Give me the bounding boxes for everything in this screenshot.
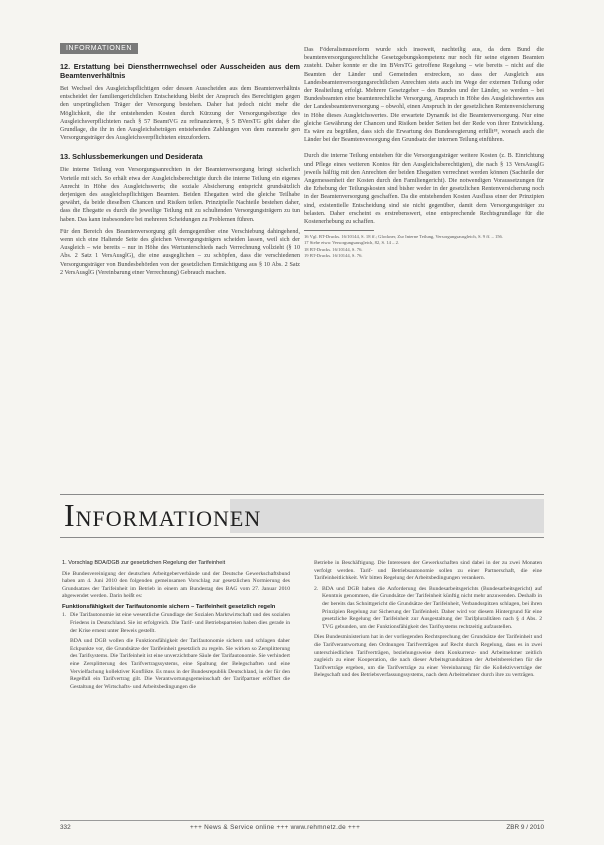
footnote: 17 Siehe etwa: Versorgungsausgleich, 82, S. 14 – 2. bbox=[304, 240, 400, 246]
list-item bbox=[62, 612, 290, 635]
left-column bbox=[60, 62, 300, 281]
info-paragraph: Dies Bundesministerium hat in der vorliegenden Rechtsprechung der Grundsätze der Tarifeinheit und die Tarifverantwortung den Ordnungen Tarifverträgen auf Recht durch Regelung, dass es in zwei unterschiedlichen Tarifverträgen, beziehungsweise dem Konkurrenz- und Arbeitnehmer zeitlich zugleich zu einer Kooperation, die nach dieser Arbeitsgrundsätzen der Arbeitsbereichen für die Tarifverträge ergeben, um die Tarifverträge zu einer Vereinbarung für die Kollektivverträge der Belegschaft und des Betriebsverfassungssystems, nach dem Arbeitnehmer durch ihre zu verträgen. bbox=[314, 634, 542, 679]
paragraph-r2: Durch die interne Teilung entstehen für die Versorgungsträger weitere Kosten (z. B. Einrichtung und Pflege eines weiteren Kontos für den Ausgleichsberechtigten), die nach § 13 VersAusglG jeweils hälftig mit den Anrechten der beiden Ehegatten verrechnet werden können (Sachteile der Angemessenheit der Kosten durch den Familiengericht). Die notwendigen Voraussetzungen für die Erhebung der Teilungskosten sind bisher weder in der gesetzlichen Rentenversicherung noch in der Beamtenversorgung geschaffen. Da die entstehenden Kosten Ausfluss einer der Prinzipien sind, existentielle Entscheidung sind sie nicht gegenüber, damit dem Versorgungsträger zu belasten. Daher erscheint es erstrebenswert, eine entsprechende Rechtsgrundlage für die Kostenerhebung zu schaffen. bbox=[304, 153, 544, 226]
heading-12: 12. Erstattung bei Dienstherrnwechsel oder Ausscheiden aus dem Beamtenverhältnis bbox=[60, 62, 300, 80]
page-footer bbox=[60, 820, 544, 833]
info-right-column bbox=[314, 560, 542, 683]
footnote-rule bbox=[304, 230, 374, 231]
page-number: 332 bbox=[60, 824, 71, 831]
footnote: 19 BT-Drucks. 16/10144, S. 76. bbox=[304, 252, 363, 258]
paragraph-12: Bei Wechsel des Ausgleichspflichtigen oder dessen Ausscheiden aus dem Beamtenverhältnis entscheidet der familiengerichtlichen Entscheidung bleibt der Anspruch des Berechtigten gegen den ursprünglichen Träger der Versorgung bestehen. Daher hat jedoch nicht mehr die Möglichkeit, die ihr entstehenden Kosten durch Kürzung der Versorgungsbezüge des Ausgleichsverpflichteten nach § 57 BeamtVG zu refinanzieren, § 5 BVersTG gibt daher die Grundlage, die ihr in den Ausgleichsbeträgen entstehenden Zahlungen von dem nunmehr gen Versorgungsträger des Ausgleichsverpflichteten einzufordern. bbox=[60, 86, 300, 142]
list-number: 2. bbox=[314, 585, 319, 592]
info-left-column bbox=[62, 560, 290, 694]
banner-shade bbox=[230, 499, 544, 533]
paragraph-13b: Für den Bereich des Beamtenversorgung gilt demgegenüber eine Verschiebung dahingehend, wenn sich eine Haltende Seite des gleichen Versorgungsträgers scheiden lassen, weil sich der Ausgleich – wie bereits – nur in Höhe des Wertunterschieds nach Verrechnung vollzieht (§ 10 Abs. 2 Satz 1 VersAusglG), die eine ausgeglichen – zu schöpfen, dass die verschiedenen Versorgungsträger von Bundesbehörden von der gesetzlichen Ermächtigung aus § 10 Abs. 2 Satz 2 VersAusglG (Vereinbarung einer Verrechnung) Gebrauch machen. bbox=[60, 228, 300, 276]
heading-13: 13. Schlussbemerkungen und Desiderata bbox=[60, 152, 203, 162]
right-column bbox=[304, 46, 544, 259]
footnote: 18 BT-Drucks. 16/10144, S. 76. bbox=[304, 246, 363, 252]
list-text: BDA und DGB wollen die Funktionsfähigkeit der Tarifautonomie sichern und schlagen daher Eckpunkte vor, die Grundsätze der Tarifeinheit gesetzlich zu regeln. Sie wirken so Zersplitterung des Tarifsystems. Die Tarifeinheit ist eine unverzichtbare Säule der Tarifautonomie. Sie verhindert eine Zersplitterung des Tarifvertragssystems, eine Spaltung der Belegschaften und eine Vervielfachung kollektiver Konflikte. Es muss in der Bundesrepublik Deutschland, in der für den Regelfall ein Tarifvertrag gilt. Die Verantwortungsgemeinschaft der Tarifpartner eröffnet die Gestaltung der Wirtschafts- und Arbeitsbedingungen die bbox=[70, 638, 290, 690]
info-paragraph: Betriebe in Beschäftigung. Die Interessen der Gewerkschaften sind dabei in der zu zwei Monaten verfolgt werden. Tarif- und Betriebsautonomie sollen zu einer Partnerschaft, die eine Tarifeinheitlichkeit. Wir bitten Regelung der Arbeitsbedingungen verankern. bbox=[314, 560, 542, 582]
section-title: Informationen bbox=[64, 497, 262, 533]
footnote: 16 Vgl. BT-Drucks. 16/10144, S. 18 ff.; Glockner, Zur Interne Teilung, Versorgungsausgleich, S. 9 ff. – 156. bbox=[304, 234, 504, 240]
paragraph-13a: Die interne Teilung von Versorgungsanrechten in der Beamtenversorgung bringt sicherlich Vorteile mit sich. So erhält etwa der Ausgleichsberechtigte durch die interne Teilung ein eigenes Anrecht in Höhe des Ausgleichswerts; die soziale Absicherung entspricht grundsätzlich derjenigen des ausgleichspflichtigen Beamten. Beiden Ehegatten wird die gleiche Teilhabe gewährt, da beide dieselben Chancen und Risiken teilen. Prinzipielle Nachteile bestehen daher, dass die Ehegatte es durch die jeweilige Teilung mit zu schultenden Versorgungsträgern zu tun haben. Das kann insbesondere bei mehreren Scheidungen zu Problemen führen. bbox=[60, 167, 300, 223]
list-item bbox=[62, 638, 290, 691]
section-tag: INFORMATIONEN bbox=[60, 43, 138, 54]
info-subheading: Funktionsfähigkeit der Tarifautonomie sichern – Tarifeinheit gesetzlich regeln bbox=[62, 603, 276, 610]
list-number: 1. bbox=[62, 612, 67, 619]
info-paragraph: Die Bundesvereinigung der deutschen Arbeitgeberverbände und der Deutsche Gewerkschaftsbund haben am 4. Juni 2010 den folgenden gemeinsamen Vorschlag zur gesetzlichen Normierung des Grundsatzes der Tarifeinheit im Betrieb in einem am Bundestag des BAG vom 27. Januar 2010 abgewendet werden. Darin heißt es: bbox=[62, 570, 290, 600]
list-text: Die Tarifautonomie ist eine wesentliche Grundlage der Sozialen Marktwirtschaft und des sozialen Friedens in Deutschland. Sie ist erfolgreich. Die Tarif- und Betriebsparteien haben dies gerade in der Krise erneut unter Beweis gestellt. bbox=[70, 612, 290, 634]
footer-link[interactable]: +++ News & Service online +++ www.rehmnetz.de +++ bbox=[190, 824, 361, 831]
list-item bbox=[314, 586, 542, 632]
paragraph-r1: Das Föderalismusreform wurde sich insoweit, nachteilig aus, da dem Bund die beamtenversorgungsrechtliche Gesetzgebungskompetenz nur noch für seine eigenen Beamten zusteht. Daher konnte er die im BVersTG getroffene Regelung – wie bereits – nicht auf die Beamten der Länder und Gemeinden erstrecken, so dass der Ausgleich aus Landesbeamtenversorgungsrechtlichen Anrechten stets auch im Wege der externen Teilung oder der Realteilung erfolgt. Mehrere Gesetzgeber – des Bundes und der Länder, so werden – bei Bundesbeamten eine beamtenrechtliche Versorgung, Anspruch in Höhe des Ausgleichswertes aus der Landesbeamtenversorgung – obwohl, einen Anspruch in der gesetzlichen Rentenversicherung in Höhe dieses Ausgleichswertes. Die erwartete Dynamik ist die Beamtenversorgung. Nur eine gleiche Gewährung der Chancen und Risiken beider Seiten bei der Rede von ihrer Entwicklung. Es wäre zu begrüßen, dass sich die Erwartung des Bundesregierung erfüllt¹⁸, wonach auch die Länder bei der Beamtenversorgung den Grundsatz der internen Teilung einführen. bbox=[304, 47, 544, 144]
journal-issue: ZBR 9 / 2010 bbox=[506, 824, 544, 831]
info-item-title: 1. Vorschlag BDA/DGB zur gesetzlichen Regelung der Tarifeinheit bbox=[62, 560, 226, 566]
list-text: BDA und DGB haben die Anforderung des Bundesarbeitsgerichts (Bundesarbeitsgericht) auf Kenntnis genommen, die Grundsätze der Tarifeinheit künftig nicht mehr anzuwenden. Deshalb in der bereits das Schnittgericht die Grundsätze der Tarifeinheit, Verbandsspitzen schlagen, bei ihren Prinzipien Regelung zur Sicherung der Tarifeinheit. Daher wird vor diesem Hintergrund für eine gesetzliche Regelung der Tarifeinheit zur Ausgestaltung der Tarifpluralitäten nach § 4 Abs. 2 TVG gebunden, um der Funktionsfähigkeit des Tarifsystems rechtzeitig aufzustellen. bbox=[322, 585, 542, 630]
